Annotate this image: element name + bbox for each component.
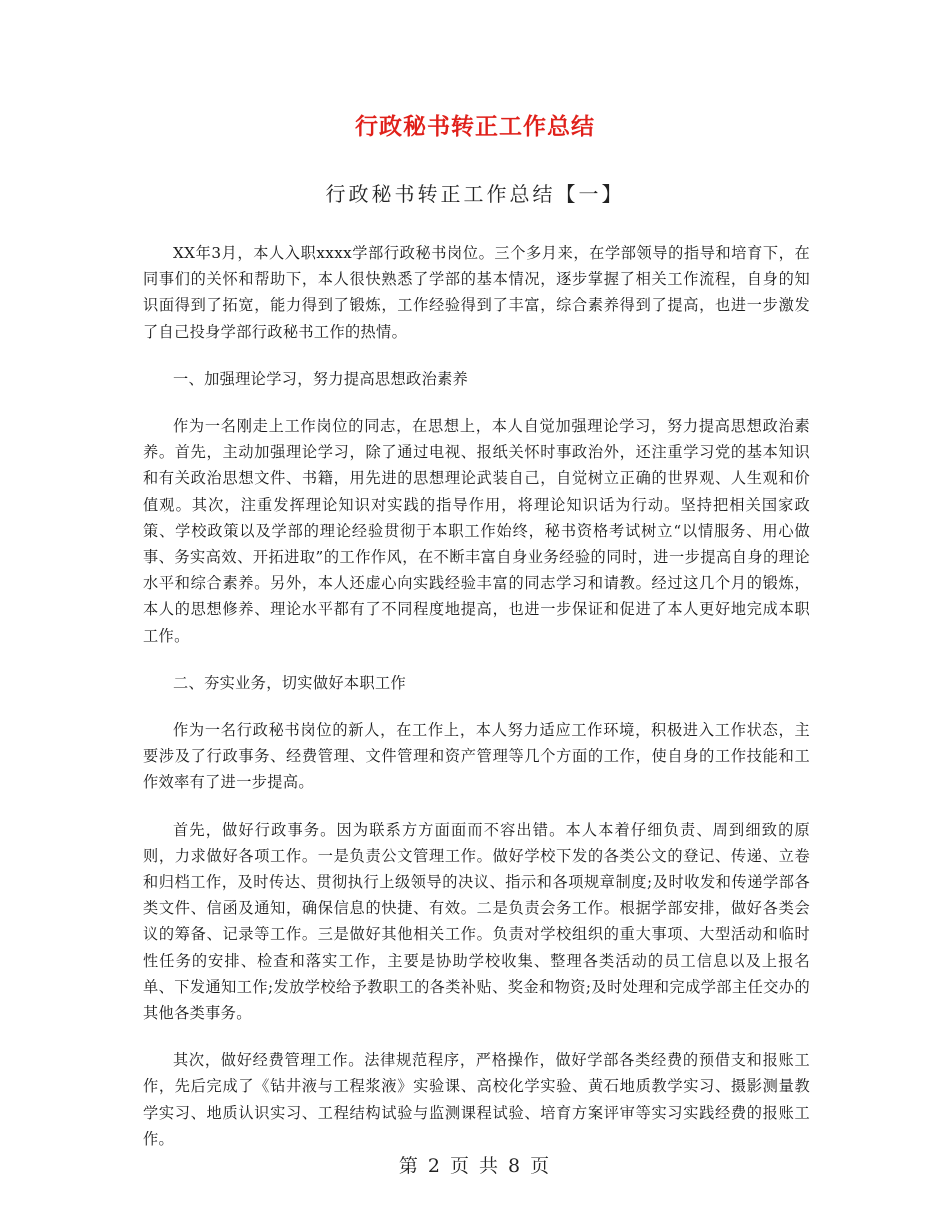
paragraph-funds: 其次，做好经费管理工作。法律规范程序，严格操作，做好学部各类经费的预借支和报账工作，先后完成了《钻井液与工程浆液》实验课、高校化学实验、黄石地质教学实习、摄影测量教学实习、地质认识实习、工程结构试验与监测课程试验、培育方案评审等实习实践经费的报账工作。: [143, 1051, 810, 1148]
section-heading-1: 一、加强理论学习，努力提高思想政治素养: [173, 369, 469, 388]
page-counter: 第 2 页 共 8 页: [398, 1155, 552, 1177]
paragraph-work-overview: 作为一名行政秘书岗位的新人，在工作上，本人努力适应工作环境，积极进入工作状态，主要涉及了行政事务、经费管理、文件管理和资产管理等几个方面的工作，使自身的工作技能和工作效率有了进一步提高。: [143, 721, 810, 792]
document-body: [143, 240, 810, 1173]
document-subtitle: 行政秘书转正工作总结【一】: [325, 182, 625, 206]
section-heading-2: 二、夯实业务，切实做好本职工作: [173, 673, 407, 692]
document-title: 行政秘书转正工作总结: [355, 114, 595, 140]
paragraph-intro: XX年3月，本人入职xxxx学部行政秘书岗位。三个多月来，在学部领导的指导和培育下，在同事们的关怀和帮助下，本人很快熟悉了学部的基本情况，逐步掌握了相关工作流程，自身的知识面得到了拓宽，能力得到了锻炼，工作经验得到了丰富，综合素养得到了提高，也进一步激发了自己投身学部行政秘书工作的热情。: [143, 244, 810, 341]
paragraph-theory: 作为一名刚走上工作岗位的同志，在思想上，本人自觉加强理论学习，努力提高思想政治素养。首先，主动加强理论学习，除了通过电视、报纸关怀时事政治外，还注重学习党的基本知识和有关政治思想文件、书籍，用先进的思想理论武装自己，自觉树立正确的世界观、人生观和价值观。其次，注重发挥理论知识对实践的指导作用，将理论知识话为行动。坚持把相关国家政策、学校政策以及学部的理论经验贯彻于本职工作始终，秘书资格考试树立“以情服务、用心做事、务实高效、开拓进取”的工作作风，在不断丰富自身业务经验的同时，进一步提高自身的理论水平和综合素养。另外，本人还虚心向实践经验丰富的同志学习和请教。经过这几个月的锻炼，本人的思想修养、理论水平都有了不同程度地提高，也进一步保证和促进了本人更好地完成本职工作。: [143, 417, 810, 645]
paragraph-admin-affairs: 首先，做好行政事务。因为联系方方面面而不容出错。本人本着仔细负责、周到细致的原则，力求做好各项工作。一是负责公文管理工作。做好学校下发的各类公文的登记、传递、立卷和归档工作，及时传达、贯彻执行上级领导的决议、指示和各项规章制度;及时收发和传递学部各类文件、信函及通知，确保信息的快捷、有效。二是负责会务工作。根据学部安排，做好各类会议的筹备、记录等工作。三是做好其他相关工作。负责对学校组织的重大事项、大型活动和临时性任务的安排、检查和落实工作，主要是协助学校收集、整理各类活动的员工信息以及上报名单、下发通知工作;发放学校给予教职工的各类补贴、奖金和物资;及时处理和完成学部主任交办的其他各类事务。: [143, 820, 810, 1023]
